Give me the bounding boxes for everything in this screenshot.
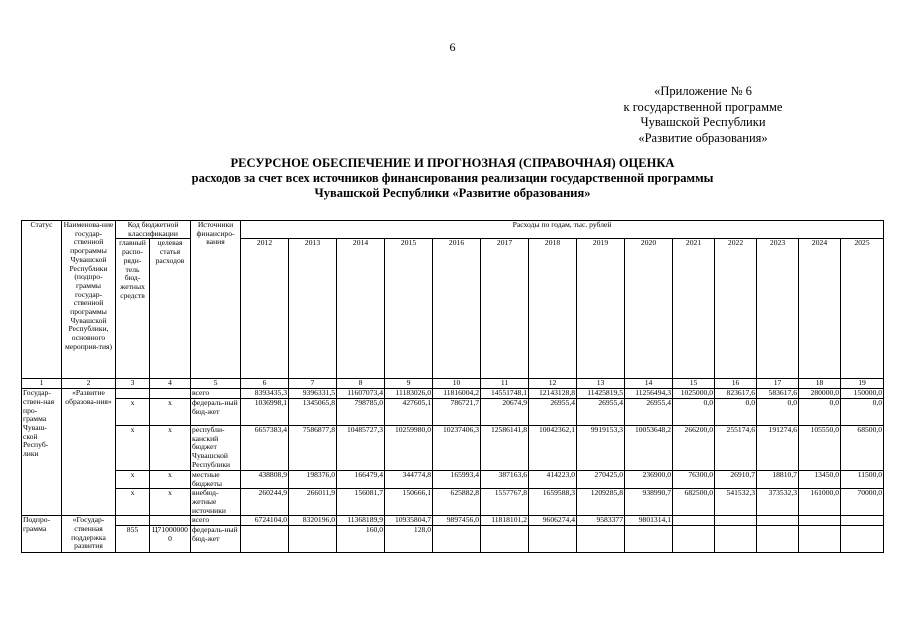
- header-year: 2020: [625, 239, 673, 379]
- resource-table: [21, 220, 884, 553]
- column-number: 9: [385, 379, 433, 389]
- expense-value-cell: 165993,4: [433, 470, 481, 488]
- expense-value-cell: [841, 516, 884, 526]
- expense-value-cell: 161000,0: [799, 489, 841, 516]
- expense-value-cell: 9606274,4: [529, 516, 577, 526]
- expense-value-cell: 9897456,0: [433, 516, 481, 526]
- funding-source-cell: внебюд-жетные источники: [191, 489, 241, 516]
- expense-value-cell: 13450,0: [799, 470, 841, 488]
- document-title: [0, 156, 905, 201]
- funding-source-cell: федераль-ный бюд-жет: [191, 526, 241, 553]
- expense-value-cell: 255174,6: [715, 425, 757, 470]
- expense-value-cell: 1345065,8: [289, 398, 337, 425]
- expense-value-cell: 10042362,1: [529, 425, 577, 470]
- target-item-cell: [150, 389, 191, 399]
- funding-source-cell: местные бюджеты: [191, 470, 241, 488]
- status-cell: Государ-ствен-ная про-грамма Чуваш-ской Респуб-лики: [22, 389, 62, 516]
- expense-value-cell: 9801314,1: [625, 516, 673, 526]
- appendix-line-1: «Приложение № 6: [654, 84, 752, 98]
- expense-value-cell: 11256494,3: [625, 389, 673, 399]
- expense-value-cell: 798785,0: [337, 398, 385, 425]
- expense-value-cell: 270425,0: [577, 470, 625, 488]
- table-row: [22, 389, 884, 399]
- expense-value-cell: 20674,9: [481, 398, 529, 425]
- table-row: [22, 516, 884, 526]
- table-row: [22, 398, 884, 425]
- header-expenses: Расходы по годам, тыс. рублей: [241, 221, 884, 239]
- expense-value-cell: 11816004,2: [433, 389, 481, 399]
- funding-source-cell: федераль-ный бюд-жет: [191, 398, 241, 425]
- expense-value-cell: [481, 526, 529, 553]
- column-number: 15: [673, 379, 715, 389]
- expense-value-cell: 11500,0: [841, 470, 884, 488]
- expense-value-cell: [799, 516, 841, 526]
- expense-value-cell: 10935804,7: [385, 516, 433, 526]
- expense-value-cell: 198376,0: [289, 470, 337, 488]
- expense-value-cell: 26910,7: [715, 470, 757, 488]
- funding-source-cell: республи-канский бюджет Чувашской Республики: [191, 425, 241, 470]
- expense-value-cell: 191274,6: [757, 425, 799, 470]
- column-number: 7: [289, 379, 337, 389]
- target-item-cell: x: [150, 470, 191, 488]
- expense-value-cell: 1557767,8: [481, 489, 529, 516]
- expense-value-cell: 682500,0: [673, 489, 715, 516]
- expense-value-cell: 387163,6: [481, 470, 529, 488]
- expense-value-cell: 156081,7: [337, 489, 385, 516]
- target-item-cell: x: [150, 425, 191, 470]
- header-year: 2012: [241, 239, 289, 379]
- expense-value-cell: 344774,8: [385, 470, 433, 488]
- main-manager-cell: x: [116, 425, 150, 470]
- target-item-cell: [150, 516, 191, 526]
- expense-value-cell: 427605,1: [385, 398, 433, 425]
- target-item-cell: Ц710000000: [150, 526, 191, 553]
- expense-value-cell: 280000,0: [799, 389, 841, 399]
- expense-value-cell: [673, 526, 715, 553]
- column-number: 6: [241, 379, 289, 389]
- expense-value-cell: 823617,6: [715, 389, 757, 399]
- expense-value-cell: 6657383,4: [241, 425, 289, 470]
- column-number: 12: [529, 379, 577, 389]
- expense-value-cell: 10237406,3: [433, 425, 481, 470]
- expense-value-cell: 10053648,2: [625, 425, 673, 470]
- expense-value-cell: 18810,7: [757, 470, 799, 488]
- column-number: 5: [191, 379, 241, 389]
- main-manager-cell: [116, 389, 150, 399]
- expense-value-cell: 150666,1: [385, 489, 433, 516]
- expense-value-cell: 0,0: [799, 398, 841, 425]
- expense-value-cell: 10485727,3: [337, 425, 385, 470]
- header-year: 2014: [337, 239, 385, 379]
- expense-value-cell: 0,0: [757, 398, 799, 425]
- main-manager-cell: 855: [116, 526, 150, 553]
- funding-source-cell: всего: [191, 516, 241, 526]
- expense-value-cell: 26955,4: [577, 398, 625, 425]
- header-target-item: целевая статья расходов: [150, 239, 191, 379]
- expense-value-cell: 128,0: [385, 526, 433, 553]
- expense-value-cell: 8320196,0: [289, 516, 337, 526]
- header-year: 2013: [289, 239, 337, 379]
- expense-value-cell: 105550,0: [799, 425, 841, 470]
- column-number: 4: [150, 379, 191, 389]
- column-number: 10: [433, 379, 481, 389]
- header-year: 2022: [715, 239, 757, 379]
- expense-value-cell: 160,0: [337, 526, 385, 553]
- page-number: 6: [449, 40, 456, 54]
- expense-value-cell: 8393435,3: [241, 389, 289, 399]
- column-number: 19: [841, 379, 884, 389]
- expense-value-cell: 9396331,5: [289, 389, 337, 399]
- expense-value-cell: [841, 526, 884, 553]
- expense-value-cell: 7586877,8: [289, 425, 337, 470]
- appendix-line-2: к государственной программе: [623, 99, 783, 114]
- expense-value-cell: [577, 526, 625, 553]
- expense-value-cell: [289, 526, 337, 553]
- header-main-manager: главный распо-ряди-тель бюд-жетных средств: [116, 239, 150, 379]
- appendix-line-4: «Развитие образования»: [638, 130, 768, 145]
- expense-value-cell: 12143128,8: [529, 389, 577, 399]
- expense-value-cell: 266011,9: [289, 489, 337, 516]
- expense-value-cell: 625882,8: [433, 489, 481, 516]
- expense-value-cell: 11183026,0: [385, 389, 433, 399]
- title-line-1: РЕСУРСНОЕ ОБЕСПЕЧЕНИЕ И ПРОГНОЗНАЯ (СПРАВОЧНАЯ) ОЦЕНКА: [230, 156, 675, 170]
- header-name: Наименова-ние государ-ственной программы Чувашской Республики (подпро-граммы государ-ственной программы Чувашской Республики, основного мероприя-тия): [62, 221, 116, 379]
- expense-value-cell: 1659588,3: [529, 489, 577, 516]
- status-cell: Подпро-грамма: [22, 516, 62, 553]
- table-row: [22, 489, 884, 516]
- expense-value-cell: 11607073,4: [337, 389, 385, 399]
- column-number: 1: [22, 379, 62, 389]
- expense-value-cell: 0,0: [841, 398, 884, 425]
- expense-value-cell: 938990,7: [625, 489, 673, 516]
- main-manager-cell: x: [116, 489, 150, 516]
- expense-value-cell: 11425819,5: [577, 389, 625, 399]
- header-year: 2017: [481, 239, 529, 379]
- header-status: Статус: [22, 221, 62, 379]
- main-manager-cell: [116, 516, 150, 526]
- column-number: 3: [116, 379, 150, 389]
- expense-value-cell: 0,0: [715, 398, 757, 425]
- header-year: 2018: [529, 239, 577, 379]
- expense-value-cell: 6724104,0: [241, 516, 289, 526]
- expense-value-cell: 266200,0: [673, 425, 715, 470]
- expense-value-cell: 10259980,0: [385, 425, 433, 470]
- expense-value-cell: 68500,0: [841, 425, 884, 470]
- expense-value-cell: [433, 526, 481, 553]
- expense-value-cell: [529, 526, 577, 553]
- expense-value-cell: 166479,4: [337, 470, 385, 488]
- expense-value-cell: 1025000,0: [673, 389, 715, 399]
- expense-value-cell: 14551748,1: [481, 389, 529, 399]
- expense-value-cell: 11368189,9: [337, 516, 385, 526]
- table-row: [22, 470, 884, 488]
- expense-value-cell: [715, 516, 757, 526]
- table-row: [22, 526, 884, 553]
- expense-value-cell: 438808,9: [241, 470, 289, 488]
- expense-value-cell: 236900,0: [625, 470, 673, 488]
- expense-value-cell: [757, 516, 799, 526]
- main-manager-cell: x: [116, 470, 150, 488]
- column-number: 2: [62, 379, 116, 389]
- column-number: 8: [337, 379, 385, 389]
- funding-source-cell: всего: [191, 389, 241, 399]
- column-number: 14: [625, 379, 673, 389]
- expense-value-cell: [673, 516, 715, 526]
- expense-value-cell: 70000,0: [841, 489, 884, 516]
- appendix-line-3: Чувашской Республики: [640, 115, 766, 129]
- header-year: 2019: [577, 239, 625, 379]
- expense-value-cell: 76300,0: [673, 470, 715, 488]
- program-name-cell: «Государ-ственная поддержка развития: [62, 516, 116, 553]
- expense-value-cell: 260244,9: [241, 489, 289, 516]
- expense-value-cell: 373532,3: [757, 489, 799, 516]
- expense-value-cell: [241, 526, 289, 553]
- column-number: 11: [481, 379, 529, 389]
- target-item-cell: x: [150, 489, 191, 516]
- header-budget-code: Код бюджетной классификации: [116, 221, 191, 239]
- title-line-2: расходов за счет всех источников финансирования реализации государственной программы: [191, 171, 714, 185]
- column-number: 16: [715, 379, 757, 389]
- header-year: 2015: [385, 239, 433, 379]
- expense-value-cell: 786721,7: [433, 398, 481, 425]
- expense-value-cell: [799, 526, 841, 553]
- title-line-3: Чувашской Республики «Развитие образования»: [314, 186, 591, 200]
- appendix-note: [573, 84, 833, 146]
- expense-value-cell: 26955,4: [529, 398, 577, 425]
- main-manager-cell: x: [116, 398, 150, 425]
- program-name-cell: «Развитие образова-ния»: [62, 389, 116, 516]
- header-year: 2024: [799, 239, 841, 379]
- expense-value-cell: 1036998,1: [241, 398, 289, 425]
- column-number: 13: [577, 379, 625, 389]
- expense-value-cell: 9919153,3: [577, 425, 625, 470]
- expense-value-cell: [757, 526, 799, 553]
- expense-value-cell: [625, 526, 673, 553]
- expense-value-cell: 9583377: [577, 516, 625, 526]
- expense-value-cell: 0,0: [673, 398, 715, 425]
- expense-value-cell: 583617,6: [757, 389, 799, 399]
- column-number: 18: [799, 379, 841, 389]
- expense-value-cell: 12586141,8: [481, 425, 529, 470]
- header-year: 2021: [673, 239, 715, 379]
- expense-value-cell: 1209285,8: [577, 489, 625, 516]
- target-item-cell: x: [150, 398, 191, 425]
- column-number: 17: [757, 379, 799, 389]
- expense-value-cell: 414223,0: [529, 470, 577, 488]
- expense-value-cell: 11818101,2: [481, 516, 529, 526]
- header-year: 2016: [433, 239, 481, 379]
- expense-value-cell: 150000,0: [841, 389, 884, 399]
- header-year: 2025: [841, 239, 884, 379]
- header-year: 2023: [757, 239, 799, 379]
- expense-value-cell: 541532,3: [715, 489, 757, 516]
- expense-value-cell: [715, 526, 757, 553]
- expense-value-cell: 26955,4: [625, 398, 673, 425]
- header-sources: Источники финансиро-вания: [191, 221, 241, 379]
- table-row: [22, 425, 884, 470]
